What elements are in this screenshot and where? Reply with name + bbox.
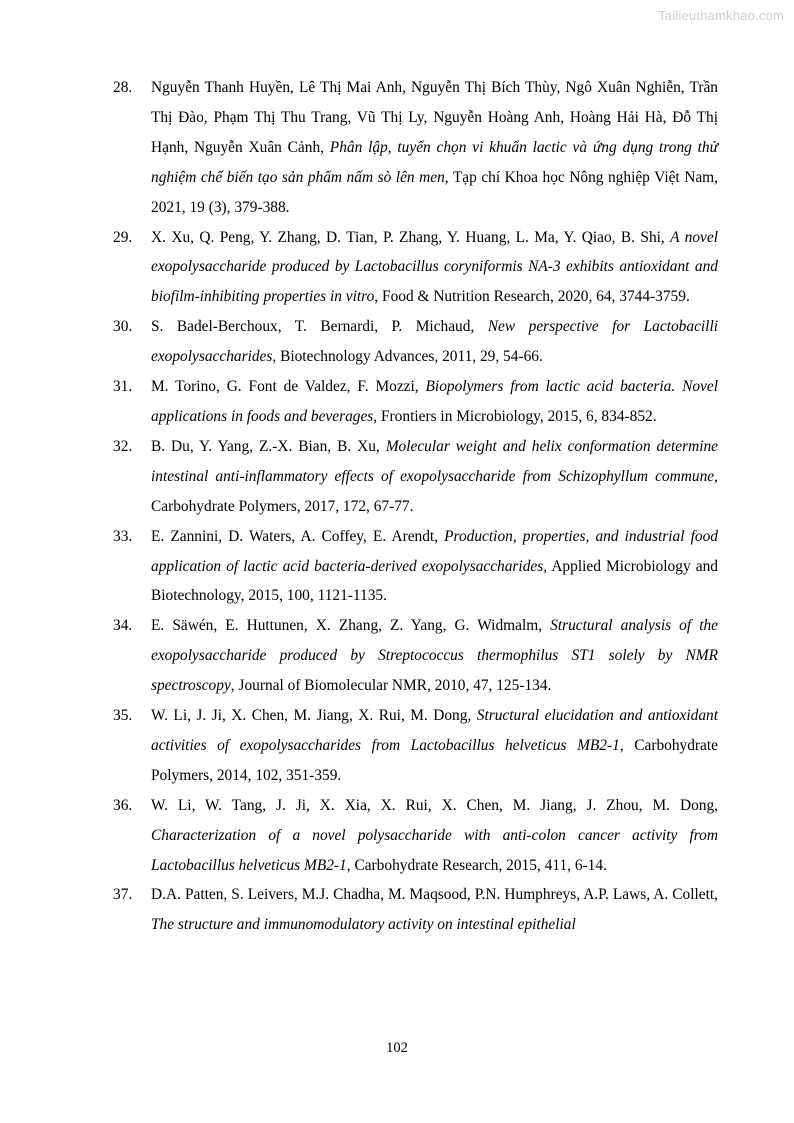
reference-source: , Carbohydrate Polymers, 2014, 102, 351-359. [151,736,718,784]
reference-authors: E. Zannini, D. Waters, A. Coffey, E. Arendt, [151,527,445,545]
reference-source: , Tạp chí Khoa học Nông nghiệp Việt Nam, 2021, 19 (3), 379-388. [151,168,718,216]
reference-number: 35. [113,707,133,725]
reference-authors: W. Li, W. Tang, J. Ji, X. Xia, X. Rui, X. Chen, M. Jiang, J. Zhou, M. Dong, [151,796,718,814]
watermark: Tailieuthamkhao.com [658,8,784,23]
reference-source: , Applied Microbiology and Biotechnology, 2015, 100, 1121-1135. [151,557,718,605]
reference-title: Production, properties, and industrial food application of lactic acid bacteria-derived exopolysaccharides [151,527,718,575]
reference-number: 34. [113,617,133,635]
reference-title: Biopolymers from lactic acid bacteria. Novel applications in foods and beverages [151,378,718,425]
page-number: 102 [386,1040,408,1056]
reference-text [151,701,718,791]
reference-authors: X. Xu, Q. Peng, Y. Zhang, D. Tian, P. Zhang, Y. Huang, L. Ma, Y. Qiao, B. Shi, [151,228,671,246]
reference-authors: B. Du, Y. Yang, Z.-X. Bian, B. Xu, [151,437,386,455]
reference-title: Characterization of a novel polysaccharide with anti-colon cancer activity from Lactobacillus helveticus MB2-1 [151,826,718,874]
reference-source: , Carbohydrate Polymers, 2017, 172, 67-77. [151,467,718,515]
reference-title: Structural elucidation and antioxidant activities of exopolysaccharides from Lactobacillus helveticus MB2-1 [151,707,718,754]
reference-title: The structure and immunomodulatory activity on intestinal epithelial [151,916,576,934]
reference-title: Phân lập, tuyển chọn vi khuẩn lactic và ứng dụng trong thử nghiệm chế biến tạo sản phẩm nấm sò lên men [151,138,718,186]
reference-authors: Nguyễn Thanh Huyền, Lê Thị Mai Anh, Nguyễn Thị Bích Thùy, Ngô Xuân Nghiễn, Trần Thị Đào, Phạm Thị Thu Trang, Vũ Thị Ly, Nguyễn Hoàng Anh, Hoàng Hải Hà, Đỗ Thị Hạnh, Nguyễn Xuân Cảnh, [151,79,718,156]
reference-authors: S. Badel-Berchoux, T. Bernardi, P. Michaud, [151,318,488,336]
reference-number: 33. [113,527,133,545]
reference-authors: E. Säwén, E. Huttunen, X. Zhang, Z. Yang, G. Widmalm, [151,617,551,635]
reference-source: , Journal of Biomolecular NMR, 2010, 47, 125-134. [230,677,552,695]
reference-text [151,312,718,372]
reference-number: 37. [113,886,133,904]
reference-text [151,522,718,612]
reference-authors: W. Li, J. Ji, X. Chen, M. Jiang, X. Rui, M. Dong, [151,707,477,725]
reference-text [151,791,718,881]
reference-text [151,611,718,701]
reference-item [113,372,718,432]
reference-list [113,73,718,940]
reference-source: , Carbohydrate Research, 2015, 411, 6-14. [346,856,607,874]
reference-title: New perspective for Lactobacilli exopolysaccharides [151,318,719,366]
reference-text [151,880,718,940]
reference-source: , Biotechnology Advances, 2011, 29, 54-66. [272,348,543,366]
reference-item [113,432,718,522]
reference-item [113,312,718,372]
reference-item [113,611,718,701]
reference-title: Structural analysis of the exopolysaccharide produced by Streptococcus thermophilus ST1 solely by NMR spectroscopy [151,617,718,695]
reference-source: , Food & Nutrition Research, 2020, 64, 3744-3759. [374,288,690,306]
reference-text [151,372,718,432]
reference-text [151,73,718,223]
reference-item [113,522,718,612]
reference-text [151,432,718,522]
reference-authors: M. Torino, G. Font de Valdez, F. Mozzi, [151,378,426,396]
reference-number: 30. [113,318,133,336]
reference-number: 28. [113,79,133,96]
reference-item [113,701,718,791]
reference-text [151,223,718,313]
reference-number: 32. [113,437,133,455]
reference-source: , Frontiers in Microbiology, 2015, 6, 834-852. [373,407,657,425]
reference-item [113,880,718,940]
reference-item [113,73,718,223]
reference-title: A novel exopolysaccharide produced by Lactobacillus coryniformis NA-3 exhibits antioxidant and biofilm-inhibiting properties in vitro [151,228,718,306]
reference-number: 29. [113,228,133,246]
reference-title: Molecular weight and helix conformation determine intestinal anti-inflammatory effects of exopolysaccharide from Schizophyllum commune [151,437,718,485]
reference-number: 36. [113,796,133,814]
reference-item [113,791,718,881]
reference-number: 31. [113,378,133,396]
reference-item [113,223,718,313]
reference-authors: D.A. Patten, S. Leivers, M.J. Chadha, M. Maqsood, P.N. Humphreys, A.P. Laws, A. Collett, [151,886,718,904]
